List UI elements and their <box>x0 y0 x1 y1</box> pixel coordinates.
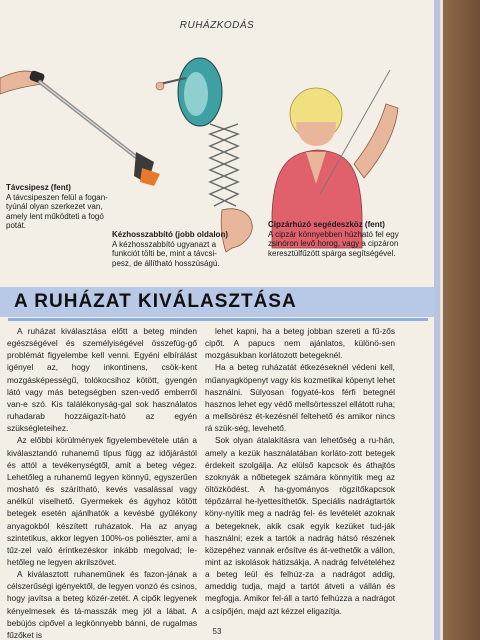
caption-title: Cipzárhúzó segédeszköz (fent) <box>268 220 385 229</box>
article-column-right <box>205 325 395 617</box>
caption-title: Távcsipesz (fent) <box>6 183 71 192</box>
section-title: RUHÁZKODÁS <box>179 20 255 31</box>
caption-text: A cipzár könnyebben húzható fel egy zsinóron levő horog, vagy a cipzáron keresztülfűzött spárga segítségével. <box>268 229 399 258</box>
paragraph: Ha a beteg ruházatát étkezéseknél védeni kell, műanyagköpenyt vagy kis kozmetikai köpenyt lehet használni. Súlyosan fogyaté-kos férfi betegnél hasznos lehet egy védő mellsörtesszel ellátott ruha; a mellsörész ét-kezésnél feltehető és amikor nincs rá szük-ség, levehető. <box>205 362 396 434</box>
article-heading: A RUHÁZAT KIVÁLASZTÁSA <box>14 291 297 312</box>
reacher-tool-drawing <box>0 70 160 186</box>
book-edge <box>434 0 480 640</box>
paragraph: A kiválasztott ruhaneműnek és fazon-jának a célszerűségi igényektől, de legyen vonzó és csinos, hogy javítsa a beteg közér-zetét. A cipők legyenek kényelmesek és tá-masszák meg jól a lábat. A bebújós cipővel a legkönnyebb bánni, de rugalmas fűzőket is <box>7 569 198 640</box>
paragraph: Az előbbi körülmények figyelembevétele után a kiválasztandó ruhanemű típus függ az időjárástól és attól a tevékenységtől, amit a beteg végez. Lehetőleg a ruhanemű legyen könnyű, egyszerűen mosható és szárítható, kevés vasalással vagy anélkül viselhető. Gyermekek és ágyhoz kötött betegek esetén ajánlhatók a kevésbé gyűlékony anyagokból készített ruházatok. Ha az anyag szintetikus, akkor legyen 100%-os poliészter, ami a tűz-zel való érintkezéskor inkább megolvad; le-hetőleg ne legyen akrilszövet. <box>7 435 197 567</box>
caption-hand-extender <box>112 230 230 268</box>
caption-text: A kézhosszabbító ugyanazt a funkciót tölti be, mint a távcsi-pesz, de állítható hosszúságú. <box>112 239 220 268</box>
caption-zipper-aid <box>268 220 408 258</box>
caption-title: Kézhosszabbító (jobb oldalon) <box>112 230 228 239</box>
heading-rule <box>8 318 428 321</box>
page-number: 53 <box>212 627 222 636</box>
paragraph: Sok olyan átalakításra van lehetőség a ru-hán, amely a kezük használatában korláto-zott betegek érdekeit szolgálja. Az elülső kapcsok és áthajtós szoknyák a nőbetegek számára könnyítik meg az öltözködést. A ha-gyományos rögzítőkapcsok tépőzárral he-lyettesíthetők. Speciális nadrágtartók köny-nyítik meg a nadrág fel- és levételét azoknak a betegeknek, akik csak egyik kezüket tud-ják használni; ezek a tartók a nadrág hátsó részének közepéhez vannak erősítve és át-vethetők a vállon, mint az iskolások hátizsákja. A nadrág felvételéhez a beteg leül és felhúz-za a nadrágot addig, ameddig tudja, majd a tartót átveti a vállán és megfogja. Amikor fel-áll a tartó felhúzza a nadrágot a csípőjén, majd azt kézzel eligazítja. <box>205 435 395 616</box>
caption-text: A távcsipeszen felül a fogan-tyúnál olyan szerkezet van, amely lent működteti a fogó potát. <box>6 192 108 231</box>
hand-extender-drawing <box>156 58 252 252</box>
caption-telescopic-reacher <box>6 183 124 231</box>
paragraph: A ruházat kiválasztása előtt a beteg minden egészségével és személyiségével összefüg-gő problémát figyelembe kell venni. Egyéni elbírálást igényel az, hogy inkontinens, csök-kent mozgásképességű, tolókocsihoz kötött, gyengén látó vagy más betegségben szen-vedő emberről van-e szó. Kis találékonyság-gal sok használatos ruhadarab hozzáigazít-ható az egyén szükségleteihez. <box>7 326 197 434</box>
article-column-left <box>7 325 197 640</box>
paragraph: lehet kapni, ha a beteg jobban szereti a fű-zős cipőt. A papucs nem ajánlatos, különö-sen mozgásukban korlátozott betegeknél. <box>205 326 395 361</box>
